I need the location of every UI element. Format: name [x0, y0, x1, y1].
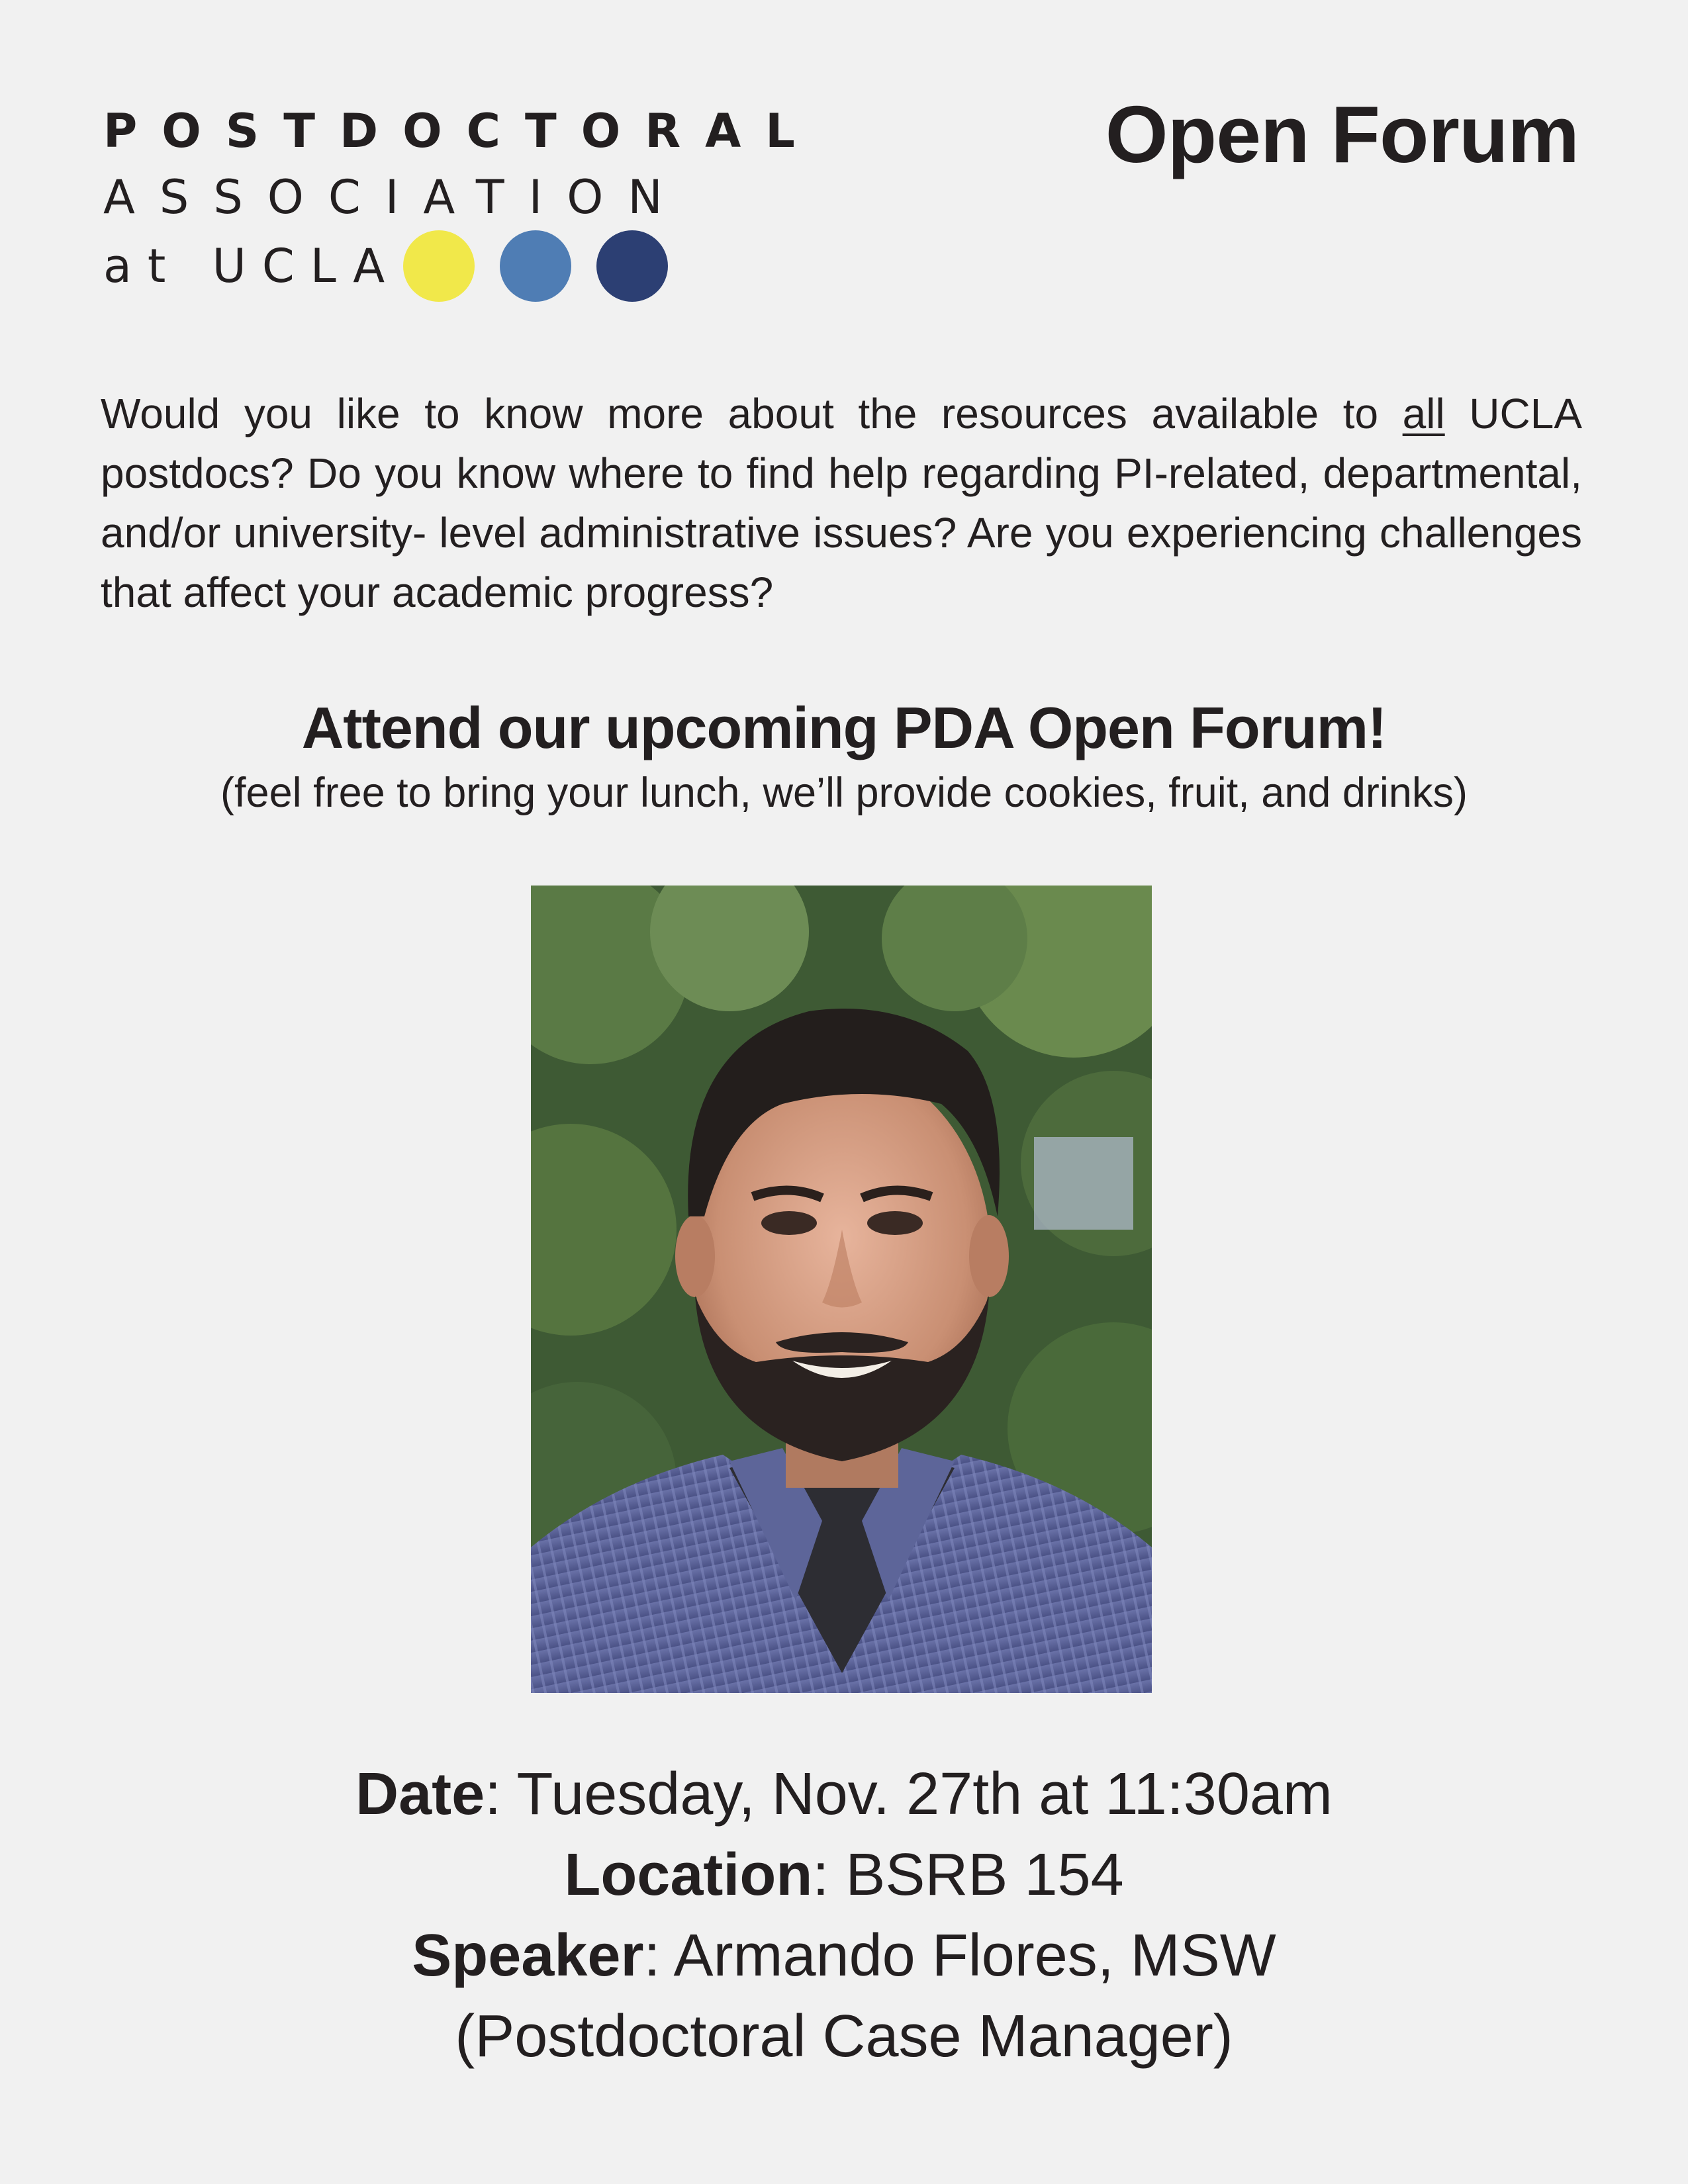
- event-date-label: Date: [355, 1761, 485, 1827]
- intro-paragraph: [101, 384, 1582, 622]
- pda-logo: [103, 98, 820, 302]
- callout-subtitle: (feel free to bring your lunch, we’ll provide cookies, fruit, and drinks): [220, 770, 1468, 816]
- logo-line-at-ucla: [103, 230, 820, 302]
- logo-dot-yellow-icon: [403, 230, 475, 302]
- page-title: Open Forum: [1105, 89, 1579, 179]
- event-details: [0, 1754, 1688, 2077]
- event-date: [0, 1754, 1688, 1835]
- speaker-portrait-photo-icon: [531, 886, 1152, 1693]
- logo-dot-blue-icon: [500, 230, 571, 302]
- event-location: [0, 1835, 1688, 1915]
- event-date-value: : Tuesday, Nov. 27th at 11:30am: [485, 1761, 1333, 1827]
- callout-heading: Attend our upcoming PDA Open Forum!: [301, 695, 1387, 760]
- logo-line-association: ASSOCIATION: [103, 170, 687, 224]
- intro-text-start: Would you like to know more about the resources available to: [101, 390, 1403, 437]
- logo-line-postdoctoral: POSTDOCTORAL: [103, 104, 820, 158]
- intro-text-end: UCLA postdocs? Do you know where to find help regarding PI-related, departmental, and/or university- level administrative issues? Are you experiencing challenges that affect your academic progress?: [101, 390, 1583, 616]
- intro-emphasis: all: [1402, 390, 1445, 437]
- logo-dot-navy-icon: [596, 230, 668, 302]
- speaker-photo: [531, 886, 1152, 1693]
- event-speaker-role: (Postdoctoral Case Manager): [455, 2003, 1233, 2070]
- event-speaker: [0, 1915, 1688, 1996]
- logo-dots: [403, 230, 668, 302]
- event-speaker-value: : Armando Flores, MSW: [643, 1923, 1276, 1989]
- event-location-label: Location: [564, 1842, 813, 1908]
- event-location-value: : BSRB 154: [812, 1842, 1124, 1908]
- logo-at-ucla-text: at UCLA: [103, 239, 401, 293]
- event-speaker-label: Speaker: [412, 1923, 644, 1989]
